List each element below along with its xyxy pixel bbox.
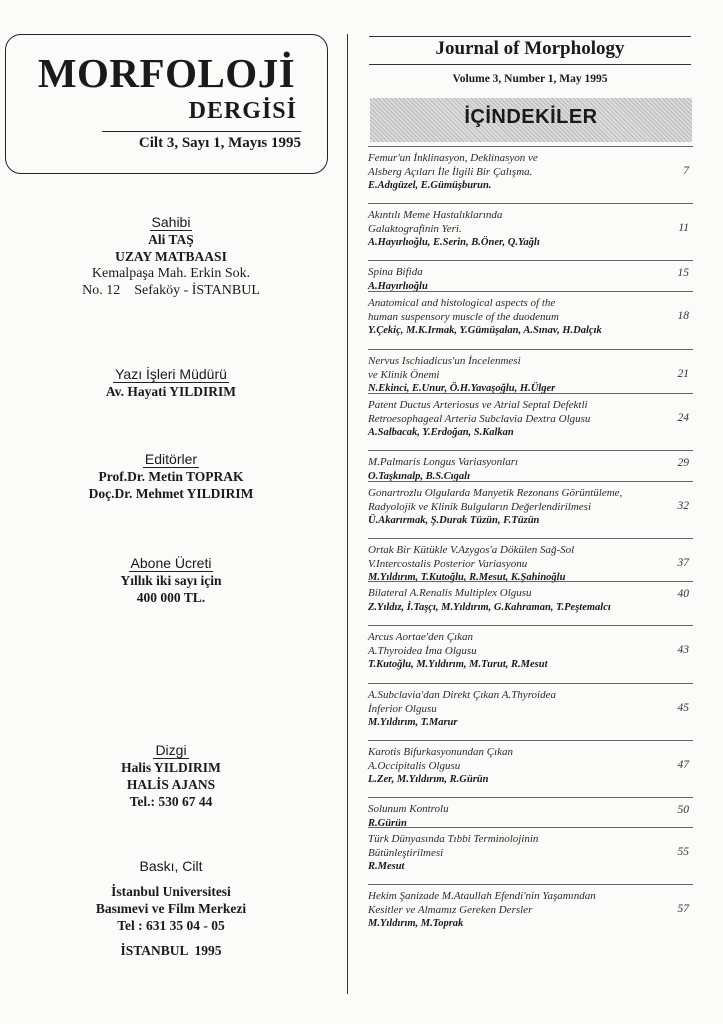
header-rule-middle: [369, 64, 691, 65]
credit-line: HALİS AJANS: [126, 777, 216, 792]
credit-line: Kemalpaşa Mah. Erkin Sok.: [91, 266, 251, 281]
toc-entry-authors: A.Salbacak, Y.Erdoğan, S.Kalkan: [368, 427, 514, 439]
toc-entry-title: Akıntılı Meme Hastalıklarında Galaktografinin Yeri.: [368, 209, 503, 235]
toc-entry-authors: A.Hayırlıoğlu: [368, 280, 428, 292]
header-rule-top: [369, 36, 691, 37]
toc-entry-page: 50: [677, 804, 689, 816]
toc-entry: [368, 625, 693, 683]
masthead-box: [5, 34, 328, 174]
masthead-title: MORFOLOJİ: [37, 50, 296, 96]
toc-entry: [368, 450, 693, 481]
toc-heading: İÇİNDEKİLER: [464, 106, 598, 128]
toc-entry-title: Bilateral A.Renalis Multiplex Olgusu: [368, 587, 532, 599]
toc-entry: [368, 291, 693, 349]
credit-line: Basımevi ve Film Merkezi: [95, 901, 247, 916]
toc-entry: [368, 740, 693, 797]
toc-entry: [368, 481, 693, 538]
toc-entry-page: 24: [677, 412, 689, 424]
toc-entry-page: 21: [677, 368, 689, 380]
toc-entry-title: Hekim Şanizade M.Ataullah Efendi'nin Yaşamından Kesitler ve Almamız Gereken Dersler: [368, 890, 596, 916]
toc-entry: [368, 538, 693, 584]
toc-entry: [368, 146, 693, 203]
toc-entry-authors: L.Zer, M.Yıldırım, R.Gürün: [368, 774, 489, 786]
toc-entry-page: 47: [677, 759, 689, 771]
toc-entry-authors: E.Adıgüzel, E.Gümüşburun.: [368, 180, 492, 192]
credit-line: Halis YILDIRIM: [121, 760, 221, 775]
toc-entry-title: M.Palmaris Longus Variasyonları: [368, 456, 519, 468]
credit-line: Tel.: 530 67 44: [129, 794, 213, 809]
toc-entry-page: 18: [677, 310, 689, 322]
toc-entry-page: 43: [677, 644, 689, 656]
toc-entry-page: 45: [677, 702, 689, 714]
masthead-subtitle: DERGİSİ: [188, 98, 297, 124]
toc-entry-authors: Y.Çekiç, M.K.Irmak, Y.Gümüşalan, A.Sınav, H.Dalçık: [368, 325, 602, 337]
credit-heading: Dizgi: [155, 742, 187, 758]
toc-entry-authors: R.Mesut: [368, 861, 405, 873]
toc-entry-title: Gonartrozlu Olgularda Manyetik Rezonans Görüntüleme, Radyolojik ve Klinik Bulguların Değerlendirilmesi: [368, 487, 623, 513]
credit-subscription: [10, 555, 332, 606]
credit-heading: Yazı İşleri Müdürü: [115, 366, 227, 382]
toc-entry-page: 57: [677, 903, 689, 915]
credit-typesetting: [10, 742, 332, 810]
credit-line: Av. Hayati YILDIRIM: [105, 384, 237, 399]
toc-entry-authors: A.Hayırlıoğlu, E.Serin, B.Öner, Q.Yağlı: [368, 237, 540, 249]
credit-printing: [10, 858, 332, 959]
toc-entry-authors: O.Taşkınalp, B.S.Cıgalı: [368, 470, 471, 482]
toc-entry-page: 7: [683, 165, 689, 177]
toc-entry-authors: M.Yıldırım, M.Toprak: [368, 918, 464, 930]
toc-entry-authors: T.Kutoğlu, M.Yıldırım, M.Turut, R.Mesut: [368, 659, 548, 671]
toc-entry-title: Karotis Bifurkasyonundan Çıkan A.Occipitalis Olgusu: [368, 746, 514, 772]
credit-line: İstanbul Universitesi: [111, 884, 231, 899]
toc-entry-authors: N.Ekinci, E.Unur, Ö.H.Yavaşoğlu, H.Ülger: [368, 383, 556, 395]
toc-entry-title: Arcus Aortae'den Çıkan A.Thyroidea İma Olgusu: [368, 631, 477, 657]
toc-heading-banner: [370, 98, 692, 142]
toc-entry-authors: Z.Yıldız, İ.Taşçı, M.Yıldırım, G.Kahraman, T.Peştemalcı: [368, 601, 611, 613]
toc-entry-page: 55: [677, 846, 689, 858]
credit-owner: [10, 214, 332, 299]
toc-entry-authors: R.Gürün: [368, 817, 407, 829]
toc-entry-page: 32: [677, 500, 689, 512]
credit-heading: Abone Ücreti: [130, 555, 212, 571]
credit-line: Prof.Dr. Metin TOPRAK: [98, 469, 244, 484]
toc-entry-title: Femur'un İnklinasyon, Deklinasyon ve Alsberg Açıları İle İlgili Bir Çalışma.: [368, 152, 538, 178]
credit-heading: Sahibi: [151, 214, 191, 230]
toc-entry-authors: M.Yıldırım, T.Kutoğlu, R.Mesut, K.Şahinoğlu: [368, 572, 566, 584]
toc-entry-title: Türk Dünyasında Tıbbi Terminolojinin Bütünleştirilmesi: [368, 833, 539, 859]
toc-entry: [368, 683, 693, 740]
credit-heading: Editörler: [144, 451, 198, 467]
credit-line: Doç.Dr. Mehmet YILDIRIM: [88, 486, 254, 501]
toc-entry-title: Anatomical and histological aspects of the human suspensory muscle of the duodenum: [368, 297, 559, 323]
toc-entry-page: 29: [677, 457, 689, 469]
toc-entry-title: Nervus Ischiadicus'un İncelenmesi ve Klinik Önemi: [368, 355, 521, 381]
masthead-issue: Cilt 3, Sayı 1, Mayıs 1995: [138, 135, 301, 151]
toc-entry: [368, 349, 693, 393]
masthead-rule: [102, 131, 301, 132]
credit-editor-in-chief: [10, 366, 332, 400]
credit-line: Yıllık iki sayı için: [120, 573, 222, 588]
toc-entry-authors: Ü.Akarırmak, Ş.Durak Tüzün, F.Tüzün: [368, 515, 540, 527]
credit-editors: [10, 451, 332, 502]
credit-line: 400 000 TL.: [136, 590, 206, 605]
journal-volume: Volume 3, Number 1, May 1995: [452, 73, 608, 85]
column-divider: [347, 34, 348, 994]
toc-entry-title: A.Subclavia'dan Direkt Çıkan A.Thyroidea İnferior Olgusu: [368, 689, 556, 715]
toc-entry-title: Ortak Bir Kütükle V.Azygos'a Dökülen Sağ-Sol V.Intercostalis Posterior Variasyonu: [368, 544, 575, 570]
credit-heading: Baskı, Cilt: [139, 858, 203, 874]
credit-line: Tel : 631 35 04 - 05: [117, 918, 225, 933]
toc-entry-title: Solunum Kontrolu: [368, 803, 449, 815]
toc-entry-page: 15: [677, 267, 689, 279]
toc-entry-title: Patent Ductus Arteriosus ve Atrial Septal Defektli Retroesophageal Arteria Subclavia Dextra Olgusu: [368, 399, 591, 425]
toc-entry: [368, 260, 693, 291]
credit-line: İSTANBUL 1995: [120, 943, 222, 958]
table-of-contents: [368, 146, 693, 928]
toc-entry: [368, 884, 693, 928]
toc-entry-title: Spina Bifida: [368, 266, 423, 278]
toc-entry: [368, 827, 693, 884]
toc-entry-page: 37: [677, 557, 689, 569]
credit-line: Ali TAŞ: [148, 232, 194, 247]
toc-entry-authors: M.Yıldırım, T.Marur: [368, 717, 458, 729]
toc-entry-page: 11: [678, 222, 689, 234]
credit-line: UZAY MATBAASI: [115, 249, 227, 264]
toc-entry: [368, 797, 693, 827]
toc-entry-page: 40: [677, 588, 689, 600]
credit-line: No. 12 Sefaköy - İSTANBUL: [82, 283, 260, 298]
toc-entry: [368, 203, 693, 260]
journal-title: Journal of Morphology: [435, 38, 625, 59]
toc-entry: [368, 581, 693, 625]
toc-entry: [368, 393, 693, 450]
